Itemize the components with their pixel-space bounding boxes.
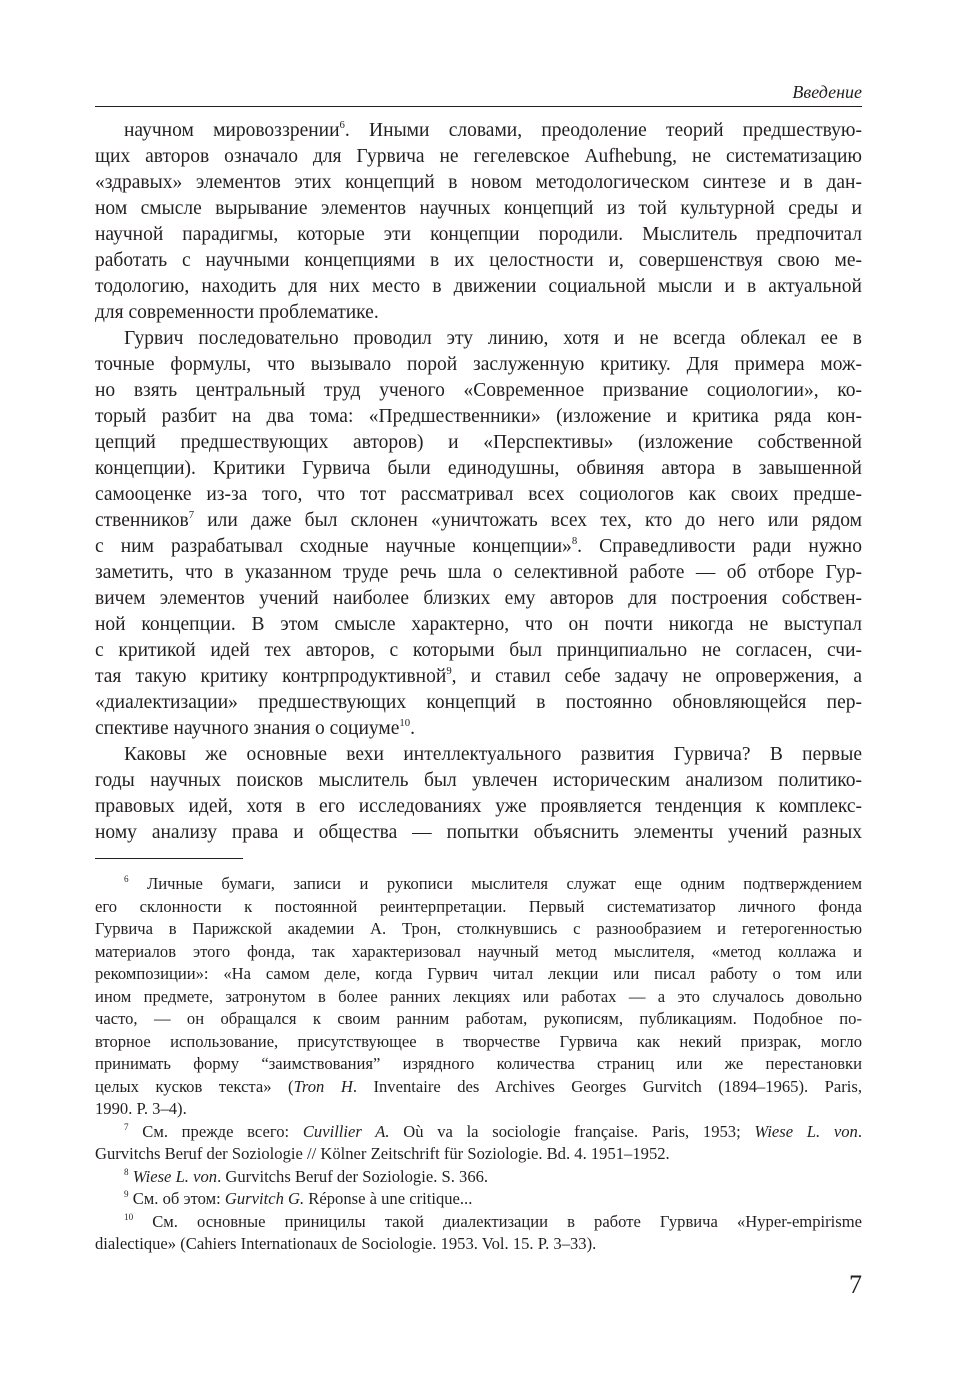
text-line <box>95 742 862 768</box>
text-line <box>95 963 862 986</box>
text-segment: Gurvitchs Beruf der Soziologie // Kölner Zeitschrift für Soziologie. Bd. 4. 1951–1952. <box>95 1144 670 1163</box>
footnote-reference: 6 <box>339 118 345 131</box>
text-segment: Каковы же основные вехи интеллектуального развития Гурвича? В первые <box>124 744 862 765</box>
footnotes <box>95 873 862 1256</box>
text-line <box>95 274 862 300</box>
text-line <box>95 430 862 456</box>
text-segment: тодологию, находить для них место в движении социальной мысли и в актуальной <box>95 276 862 297</box>
text-segment: правовых идей, хотя в его исследованиях уже проявляется тенденция к комплекс- <box>95 796 862 817</box>
text-segment: Гурвич последовательно проводил эту линию, хотя и не всегда облекал ее в <box>124 328 862 349</box>
text-segment: с критикой идей тех авторов, с которыми был принципиально не согласен, счи- <box>95 640 862 661</box>
text-line <box>95 378 862 404</box>
text-segment: ному анализу права и общества — попытки объяснить элементы учений разных <box>95 822 862 843</box>
text-segment: целых кусков текста» ( <box>95 1076 294 1096</box>
text-line <box>95 326 862 352</box>
text-segment: . Справедливости ради нужно <box>577 536 862 557</box>
text-line <box>95 1188 862 1211</box>
text-segment: . Inventaire des Archives Georges Gurvitch (1894–1965). Paris, <box>352 1076 862 1096</box>
text-line <box>95 873 862 896</box>
text-segment: Гурвича в Парижской академии А. Трон, столкнувшись с разнообразием и гетерогенностью <box>95 919 862 938</box>
text-line <box>95 896 862 919</box>
text-line <box>95 638 862 664</box>
text-line <box>95 352 862 378</box>
footnote-rule <box>95 858 243 859</box>
text-line <box>95 1008 862 1031</box>
text-segment: работать с научными концепциями в их целостности и, совершенствуя свою ме- <box>95 250 862 271</box>
text-segment: См. основные приницилы такой диалектизации в работе Гурвича «Hyper-empirisme <box>133 1211 862 1231</box>
italic-author-name: Wiese L. von <box>754 1121 858 1141</box>
text-line <box>95 1143 862 1166</box>
text-line <box>95 482 862 508</box>
text-line <box>95 560 862 586</box>
footnote <box>95 873 862 1121</box>
text-segment: заметить, что в указанном труде речь шла о селективной работе — об отборе Гур- <box>95 562 862 583</box>
text-line <box>95 941 862 964</box>
text-line <box>95 196 862 222</box>
footnote <box>95 1211 862 1256</box>
text-line <box>95 1098 862 1121</box>
text-segment: научной парадигмы, которые эти концепции породили. Мыслитель предпочитал <box>95 224 862 245</box>
paragraph <box>95 326 862 742</box>
text-line <box>95 664 862 690</box>
paragraph <box>95 742 862 846</box>
text-segment: цепций предшествующих авторов) и «Перспективы» (изложение собственной <box>95 432 862 453</box>
text-line <box>95 690 862 716</box>
footnote-reference: 7 <box>188 508 195 521</box>
text-segment: рекомпозиции»: «На самом деле, когда Гурвич читал лекции или писал работу о том или <box>95 964 862 983</box>
text-line <box>95 768 862 794</box>
italic-author-name: Tron H <box>293 1076 353 1096</box>
footnote-reference: 8 <box>571 534 578 547</box>
text-line <box>95 794 862 820</box>
text-segment: спективе научного знания о социуме <box>95 718 400 739</box>
text-line <box>95 1053 862 1076</box>
footnote-reference: 8 <box>124 1166 129 1177</box>
text-segment: . Иными словами, преодоление теорий предшествую- <box>344 120 862 141</box>
paragraph <box>95 118 862 326</box>
footnote-reference: 9 <box>124 1189 129 1200</box>
footnote <box>95 1166 862 1189</box>
text-segment: концепции). Критики Гурвича были единодушны, обвиняя автора в завышенной <box>95 458 862 479</box>
text-line <box>95 404 862 430</box>
footnote-reference: 10 <box>124 1211 134 1222</box>
text-line <box>95 170 862 196</box>
text-segment: «здравых» элементов этих концепций в новом методологическом синтезе и в дан- <box>95 172 862 193</box>
text-line <box>95 456 862 482</box>
text-segment: щих авторов означало для Гурвича не гегелевское Aufhebung, не систематизацию <box>95 146 862 167</box>
text-line <box>95 1031 862 1054</box>
text-segment: научном мировоззрении <box>124 120 340 141</box>
text-line <box>95 222 862 248</box>
italic-author-name: Cuvillier A. <box>302 1121 390 1141</box>
footnote-reference: 6 <box>124 874 129 885</box>
text-segment: принимать форму “заимствования” изрядного количества страниц или же перестановки <box>95 1054 862 1073</box>
text-segment: вторное использование, присутствующее в творчестве Гурвича как некий призрак, могло <box>95 1031 862 1051</box>
text-line <box>95 300 862 326</box>
text-segment: 1990. P. 3–4). <box>95 1099 187 1118</box>
text-segment: dialectique» (Cahiers Internationaux de Sociologie. 1953. Vol. 15. P. 3–33). <box>95 1234 597 1253</box>
text-segment: но взять центральный труд ученого «Современное призвание социологии», ко- <box>95 380 862 401</box>
text-segment: ной концепции. В этом смысле характерно, что он почти никогда не выступал <box>95 614 862 635</box>
footnote-reference: 10 <box>399 716 411 729</box>
text-line <box>95 1233 862 1256</box>
text-line <box>95 586 862 612</box>
text-segment: для современности проблематике. <box>95 302 379 323</box>
footnote <box>95 1188 862 1211</box>
text-segment: годы научных поисков мыслитель был увлечен историческим анализом политико- <box>95 770 862 791</box>
text-segment: ном смысле вырывание элементов научных концепций из той культурной среды и <box>95 198 862 219</box>
text-line <box>95 118 862 144</box>
text-segment: Réponse à une critique... <box>304 1189 473 1208</box>
text-segment: , и ставил себе задачу не опровержения, а <box>451 666 862 687</box>
text-segment: Où va la sociologie française. Paris, 1953; <box>389 1121 755 1141</box>
text-segment: «диалектизации» предшествующих концепций в постоянно обновляющейся пер- <box>95 692 862 713</box>
text-segment: точные формулы, что вызывало порой заслуженную критику. Для примера мож- <box>95 354 862 375</box>
running-header: Введение <box>792 82 862 102</box>
header-rule <box>95 106 862 107</box>
italic-author-name: Gurvitch G. <box>224 1189 305 1208</box>
text-segment: . Gurvitchs Beruf der Soziologie. S. 366. <box>217 1166 489 1186</box>
text-segment: См. прежде всего: <box>128 1121 303 1141</box>
text-segment: часто, — он обращался к своим ранним работам, рукописям, публикациям. Подобное по- <box>95 1009 862 1028</box>
text-segment: или даже был склонен «уничтожать всех тех, кто до него или рядом <box>194 510 862 531</box>
text-segment: ином предмете, затронутом в более ранних лекциях или работах — а это случалось довольно <box>95 986 862 1006</box>
text-line <box>95 716 862 742</box>
text-line <box>95 986 862 1009</box>
text-segment: ственников <box>95 510 189 531</box>
text-line <box>95 1211 862 1234</box>
text-segment: материалов этого фонда, так характеризовал научный метод мыслителя, «метод коллажа и <box>95 941 862 961</box>
text-segment: с ним разрабатывал сходные научные концепции» <box>95 536 572 557</box>
text-segment: . <box>410 718 416 739</box>
footnote-reference: 7 <box>124 1121 129 1132</box>
text-segment: вичем элементов учений наиболее близких ему авторов для построения собствен- <box>95 588 862 609</box>
text-line <box>95 248 862 274</box>
italic-author-name: Wiese L. von <box>132 1166 218 1186</box>
text-line <box>95 1121 862 1144</box>
text-segment: Личные бумаги, записи и рукописи мыслителя служат еще одним подтверждением <box>128 874 862 893</box>
text-segment: См. об этом: <box>128 1189 225 1208</box>
footnote-reference: 9 <box>446 664 452 677</box>
text-line <box>95 534 862 560</box>
page-number: 7 <box>849 1270 862 1299</box>
footnote <box>95 1121 862 1166</box>
text-line <box>95 144 862 170</box>
text-line <box>95 1166 862 1189</box>
text-segment: торый разбит на два тома: «Предшественники» (изложение и критика ряда кон- <box>95 406 862 427</box>
text-line <box>95 918 862 941</box>
text-segment: самооценке из-за того, что тот рассматривал всех социологов как своих предше- <box>95 484 862 505</box>
text-line <box>95 508 862 534</box>
text-segment: тая такую критику контрпродуктивной <box>95 666 447 687</box>
text-line <box>95 1076 862 1099</box>
text-line <box>95 820 862 846</box>
body-text <box>95 118 862 846</box>
text-line <box>95 612 862 638</box>
text-segment: . <box>857 1121 862 1141</box>
text-segment: его склонности к постоянной реинтерпретации. Первый систематизатор личного фонда <box>95 896 862 916</box>
